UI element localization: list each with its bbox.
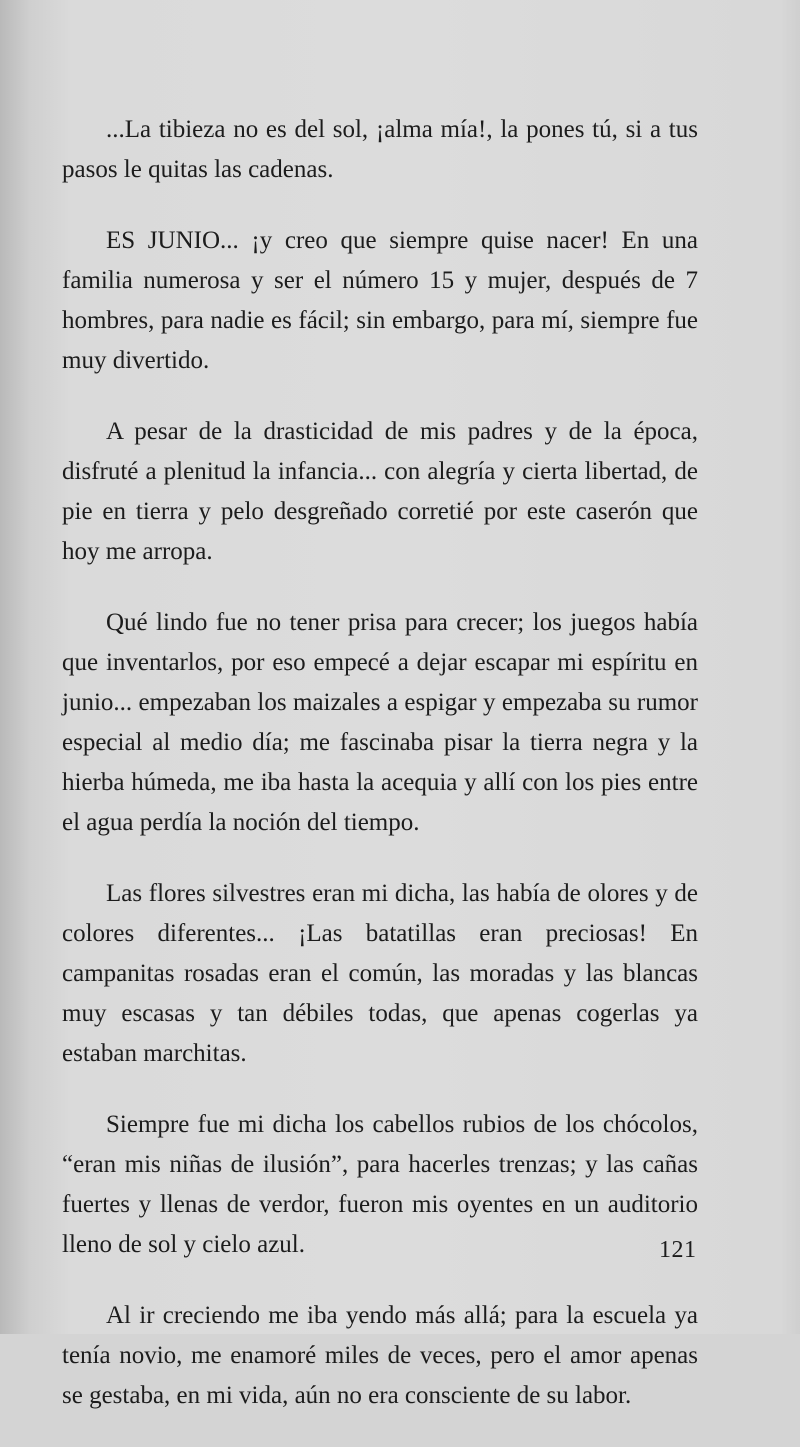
page-body	[62, 110, 698, 1447]
paragraph: A pesar de la drasticidad de mis padres y de la época, disfruté a plenitud la infancia... con alegría y cierta libertad, de pie en tierra y pelo desgreñado corretié por este caserón que hoy me arropa.	[62, 418, 698, 565]
paragraph: Al ir creciendo me iba yendo más allá; para la escuela ya tenía novio, me enamoré miles de veces, pero el amor apenas se gestaba, en mi vida, aún no era consciente de su labor.	[62, 1302, 698, 1409]
paragraph: Siempre fue mi dicha los cabellos rubios de los chócolos, “eran mis niñas de ilusión”, para hacerles trenzas; y las cañas fuertes y llenas de verdor, fueron mis oyentes en un auditorio lleno de sol y cielo azul.	[62, 1111, 698, 1258]
paragraph: ES JUNIO... ¡y creo que siempre quise nacer! En una familia numerosa y ser el número 15 y mujer, después de 7 hombres, para nadie es fácil; sin embargo, para mí, siempre fue muy divertido.	[62, 227, 698, 374]
page-number: 121	[659, 1237, 697, 1263]
paragraph: ...La tibieza no es del sol, ¡alma mía!, la pones tú, si a tus pasos le quitas las cadenas.	[62, 116, 698, 183]
paragraph: Las flores silvestres eran mi dicha, las había de olores y de colores diferentes... ¡Las batatillas eran preciosas! En campanitas rosadas eran el común, las moradas y las blancas muy escasas y tan débiles todas, que apenas cogerlas ya estaban marchitas.	[62, 880, 698, 1067]
paragraph: Qué lindo fue no tener prisa para crecer; los juegos había que inventarlos, por eso empecé a dejar escapar mi espíritu en junio... empezaban los maizales a espigar y empezaba su rumor especial al medio día; me fascinaba pisar la tierra negra y la hierba húmeda, me iba hasta la acequia y allí con los pies entre el agua perdía la noción del tiempo.	[62, 609, 698, 836]
